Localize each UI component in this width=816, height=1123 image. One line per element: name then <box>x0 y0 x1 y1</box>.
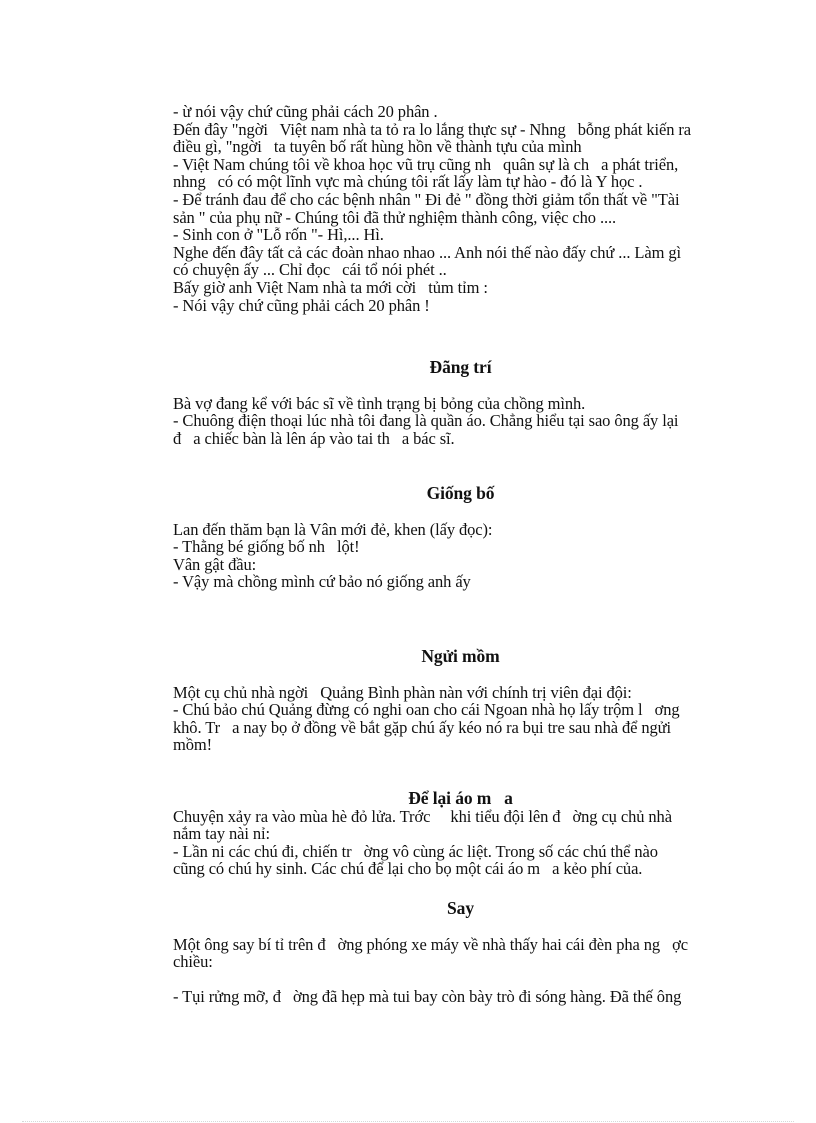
text-line: - Nói vậy chứ cũng phải cách 20 phân ! <box>173 295 430 315</box>
text-line: - Chuông điện thoại lúc nhà tôi đang là quần áo. Chẳng hiểu tại sao ông ấy lại <box>173 411 679 431</box>
story-de-lai-ao-mua <box>173 790 748 878</box>
text-line: Lan đến thăm bạn là Vân mới đẻ, khen (lấy đọc): <box>173 519 493 539</box>
text-line: - Thằng bé giống bố nh lột! <box>173 537 360 557</box>
text-line: Chuyện xảy ra vào mùa hè đỏ lửa. Trớc khi tiểu đội lên đ ờng cụ chủ nhà <box>173 806 672 826</box>
text-line: - Sinh con ở "Lỗ rốn "- Hì,... Hì. <box>173 225 384 245</box>
story-title: Giống bố <box>426 483 495 503</box>
story-title: Ngửi mồm <box>421 646 500 666</box>
text-line: - Chú bảo chú Quảng đừng có nghi oan cho cái Ngoan nhà họ lấy trộm l ơng <box>173 700 680 720</box>
story-ngui-mom <box>173 648 748 754</box>
text-line: đ a chiếc bàn là lên áp vào tai th a bác sĩ. <box>173 428 455 448</box>
text-line: điều gì, "ngời ta tuyên bố rất hùng hồn về thành tựu của mình <box>173 137 582 157</box>
text-line: mồm! <box>173 735 213 755</box>
text-line: cũng có chú hy sinh. Các chú để lại cho bọ một cái áo m a kẻo phí của. <box>173 859 643 879</box>
story-say <box>173 900 748 1006</box>
text-line: khô. Tr a nay bọ ở đồng về bắt gặp chú ấy kéo nó ra bụi tre sau nhà để ngửi <box>173 717 671 737</box>
text-line: - Lần ni các chú đi, chiến tr ờng vô cùng ác liệt. Trong số các chú thể nào <box>173 841 658 861</box>
text-line: - Vậy mà chồng mình cứ bảo nó giống anh ấy <box>173 572 471 592</box>
text-line: chiều: <box>173 952 213 972</box>
text-line: - Việt Nam chúng tôi về khoa học vũ trụ cũng nh quân sự là ch a phát triển, <box>173 154 679 174</box>
text-line: Nghe đến đây tất cả các đoàn nhao nhao ... Anh nói thế nào đấy chứ ... Làm gì <box>173 242 681 262</box>
story-dang-tri <box>173 359 748 447</box>
text-line: có chuyện ấy ... Chỉ đọc cái tổ nói phét .. <box>173 260 447 280</box>
text-line: Một cụ chủ nhà ngời Quảng Bình phàn nàn với chính trị viên đại đội: <box>173 682 632 702</box>
story-title: Để lại áo m a <box>408 788 513 808</box>
text-line: - Để tránh đau để cho các bệnh nhân " Đi đẻ " đồng thời giảm tổn thất về "Tài <box>173 189 680 209</box>
text-line: Vân gật đầu: <box>173 554 257 574</box>
page-bottom-rule <box>22 1121 794 1122</box>
text-line: nhng có có một lĩnh vực mà chúng tôi rất lấy làm tự hào - đó là Y học . <box>173 172 643 192</box>
text-line: Một ông say bí tỉ trên đ ờng phóng xe máy về nhà thấy hai cái đèn pha ng ợc <box>173 934 688 954</box>
text-line: Bà vợ đang kể với bác sĩ về tình trạng bị bỏng của chồng mình. <box>173 393 586 413</box>
story-title: Say <box>447 898 474 918</box>
text-line: - Tụi rửng mỡ, đ ờng đã hẹp mà tui bay còn bày trò đi sóng hàng. Đã thế ông <box>173 987 682 1007</box>
text-line: Đến đây "ngời Việt nam nhà ta tỏ ra lo lắng thực sự - Nhng bỗng phát kiến ra <box>173 119 692 139</box>
text-line <box>173 971 748 989</box>
text-line: Bấy giờ anh Việt Nam nhà ta mới cời tủm tỉm : <box>173 277 488 297</box>
story-title: Đãng trí <box>429 357 492 377</box>
text-line: sản " của phụ nữ - Chúng tôi đã thử nghiệm thành công, việc cho .... <box>173 207 617 227</box>
text-line: nắm tay nài nỉ: <box>173 824 271 844</box>
text-line: - ừ nói vậy chứ cũng phải cách 20 phân . <box>173 102 438 121</box>
story-giong-bo <box>173 485 748 591</box>
intro-paragraph <box>173 103 691 314</box>
